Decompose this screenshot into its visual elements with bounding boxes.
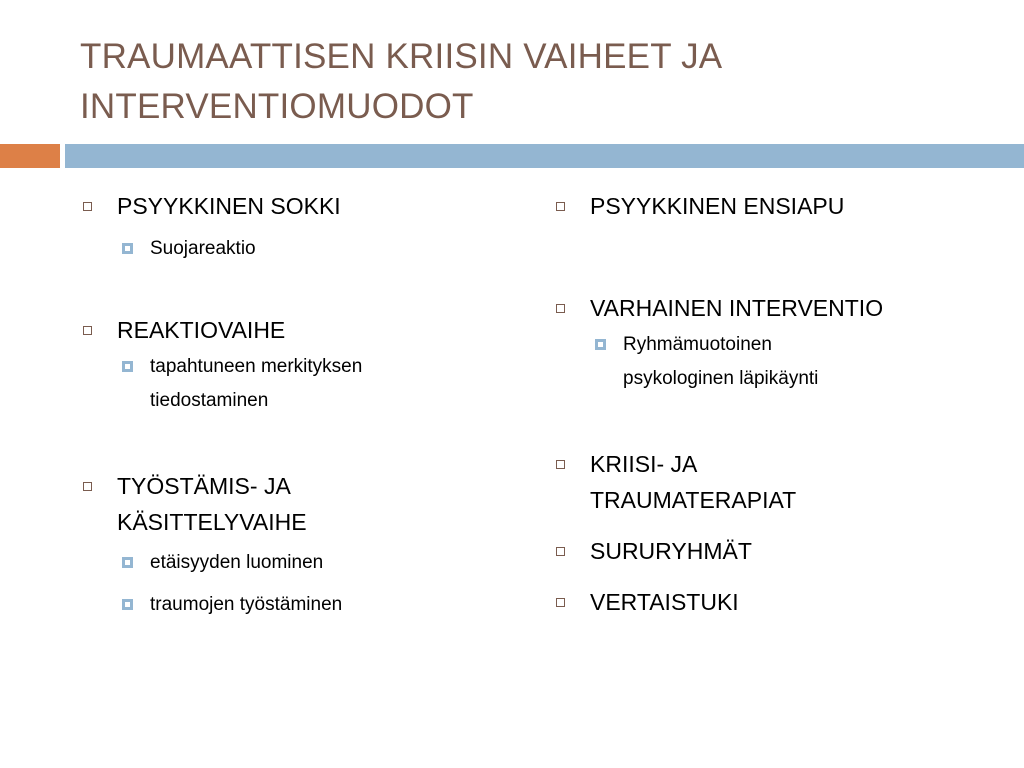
filled-square-bullet-icon <box>122 599 133 610</box>
square-bullet-icon <box>556 304 565 313</box>
list-item-psyykkinen-sokki <box>80 188 480 224</box>
square-bullet-icon <box>556 202 565 211</box>
accent-bar-blue <box>65 144 1024 168</box>
list-item-vertaistuki <box>553 584 993 620</box>
sub-item-merkitys <box>80 350 480 418</box>
slide-title-line-1: TRAUMAATTISEN KRIISIN VAIHEET JA <box>80 37 723 76</box>
square-bullet-icon <box>556 460 565 469</box>
list-item-label: PSYYKKINEN ENSIAPU <box>590 193 845 219</box>
list-item-label-line-1: KRIISI- JA <box>590 451 698 477</box>
list-item-reaktiovaihe <box>80 312 480 348</box>
square-bullet-icon <box>83 202 92 211</box>
list-item-label-line-1: TYÖSTÄMIS- JA <box>117 473 291 499</box>
sub-item-label-line-2: psykologinen läpikäynti <box>623 368 819 389</box>
list-item-varhainen-interventio <box>553 290 993 326</box>
sub-item-label-line-1: tapahtuneen merkityksen <box>150 356 363 377</box>
sub-item-etaisyys <box>80 546 480 580</box>
sub-item-label: etäisyyden luominen <box>150 552 324 573</box>
filled-square-bullet-icon <box>595 339 606 350</box>
filled-square-bullet-icon <box>122 361 133 372</box>
square-bullet-icon <box>556 547 565 556</box>
sub-item-ryhmamuotoinen <box>553 328 993 396</box>
list-item-label: PSYYKKINEN SOKKI <box>117 193 341 219</box>
filled-square-bullet-icon <box>122 557 133 568</box>
left-column <box>80 188 480 622</box>
list-item-tyostamisvaihe <box>80 468 480 540</box>
square-bullet-icon <box>556 598 565 607</box>
list-item-label-line-2: KÄSITTELYVAIHE <box>117 509 307 535</box>
sub-item-suojareaktio <box>80 232 480 266</box>
list-item-label: VARHAINEN INTERVENTIO <box>590 295 884 321</box>
filled-square-bullet-icon <box>122 243 133 254</box>
right-column <box>553 188 993 620</box>
square-bullet-icon <box>83 482 92 491</box>
sub-item-traumat <box>80 588 480 622</box>
square-bullet-icon <box>83 326 92 335</box>
slide-title <box>80 32 980 132</box>
sub-item-label: Suojareaktio <box>150 238 256 259</box>
sub-item-label-line-1: Ryhmämuotoinen <box>623 334 772 355</box>
list-item-ensiapu <box>553 188 993 224</box>
slide-title-line-2: INTERVENTIOMUODOT <box>80 87 474 126</box>
list-item-label: SURURYHMÄT <box>590 538 752 564</box>
list-item-label: VERTAISTUKI <box>590 589 739 615</box>
list-item-sururyhmat <box>553 533 993 569</box>
list-item-label: REAKTIOVAIHE <box>117 317 286 343</box>
accent-bar-orange <box>0 144 60 168</box>
sub-item-label: traumojen työstäminen <box>150 594 343 615</box>
list-item-label-line-2: TRAUMATERAPIAT <box>590 487 797 513</box>
sub-item-label-line-2: tiedostaminen <box>150 390 269 411</box>
list-item-terapiat <box>553 446 993 518</box>
